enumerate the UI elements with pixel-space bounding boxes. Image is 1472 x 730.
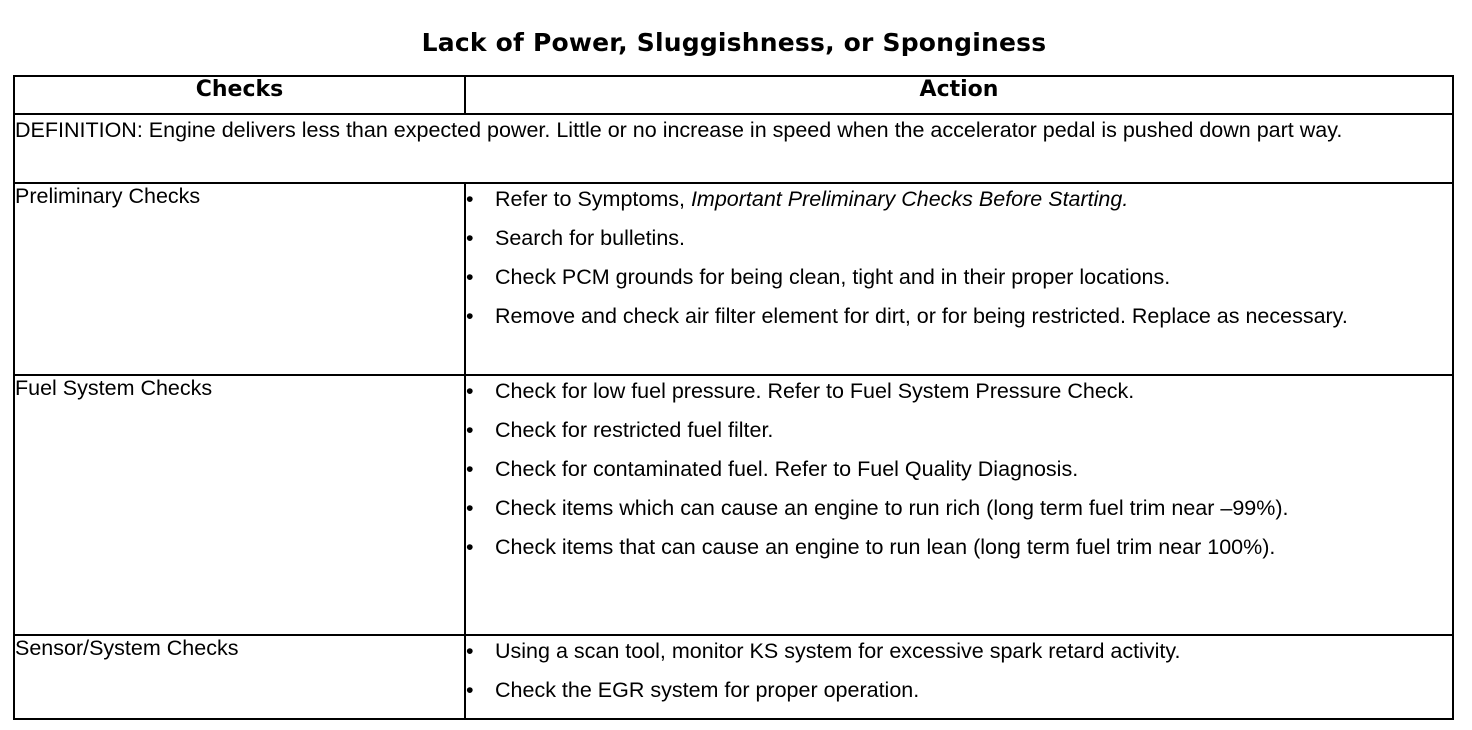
action-item [466, 532, 1452, 563]
action-text: Check items that can cause an engine to run lean (long term fuel trim near 100%). [495, 535, 1276, 559]
page-title: Lack of Power, Sluggishness, or Sponginess [421, 28, 1047, 57]
action-text: Refer to Symptoms, [495, 187, 691, 211]
action-column-header: Action [465, 76, 1453, 114]
action-item [466, 301, 1452, 332]
bullet-icon: • [466, 226, 474, 250]
diagnosis-table [13, 75, 1454, 720]
action-item [466, 223, 1452, 254]
action-item [466, 262, 1452, 293]
action-text: Check for restricted fuel filter. [495, 418, 774, 442]
bullet-icon: • [466, 304, 474, 328]
action-text: Check for low fuel pressure. Refer to Fuel System Pressure Check. [495, 379, 1135, 403]
action-item [466, 376, 1452, 407]
bullet-icon: • [466, 187, 474, 211]
check-name-sensor-system: Sensor/System Checks [14, 635, 465, 719]
action-item [466, 493, 1452, 524]
header-row [14, 76, 1453, 114]
bullet-icon: • [466, 265, 474, 289]
bullet-icon: • [466, 418, 474, 442]
action-list [466, 636, 1452, 706]
action-cell [465, 183, 1453, 375]
action-text: Check PCM grounds for being clean, tight and in their proper locations. [495, 265, 1171, 289]
bullet-icon: • [466, 678, 474, 702]
action-text: Using a scan tool, monitor KS system for excessive spark retard activity. [495, 639, 1181, 663]
checks-column-header: Checks [14, 76, 465, 114]
action-cell [465, 375, 1453, 635]
action-text: Search for bulletins. [495, 226, 686, 250]
check-name-preliminary: Preliminary Checks [14, 183, 465, 375]
action-item [466, 454, 1452, 485]
action-cell [465, 635, 1453, 719]
check-name-fuel-system: Fuel System Checks [14, 375, 465, 635]
action-item [466, 415, 1452, 446]
bullet-icon: • [466, 535, 474, 559]
action-text: Remove and check air filter element for dirt, or for being restricted. Replace as necessary. [495, 304, 1348, 328]
definition-row [14, 114, 1453, 183]
action-item [466, 675, 1452, 706]
bullet-icon: • [466, 457, 474, 481]
table-row [14, 183, 1453, 375]
action-text: Check the EGR system for proper operation. [495, 678, 920, 702]
action-reference-italic: Important Preliminary Checks Before Starting. [690, 187, 1129, 211]
action-text: Check items which can cause an engine to run rich (long term fuel trim near –99%). [495, 496, 1289, 520]
action-item [466, 184, 1452, 215]
bullet-icon: • [466, 496, 474, 520]
bullet-icon: • [466, 379, 474, 403]
table-row [14, 375, 1453, 635]
definition-text: DEFINITION: Engine delivers less than expected power. Little or no increase in speed when the accelerator pedal is pushed down part way. [14, 114, 1453, 183]
action-text: Check for contaminated fuel. Refer to Fuel Quality Diagnosis. [495, 457, 1079, 481]
action-list [466, 376, 1452, 563]
table-row [14, 635, 1453, 719]
action-item [466, 636, 1452, 667]
action-list [466, 184, 1452, 332]
bullet-icon: • [466, 639, 474, 663]
